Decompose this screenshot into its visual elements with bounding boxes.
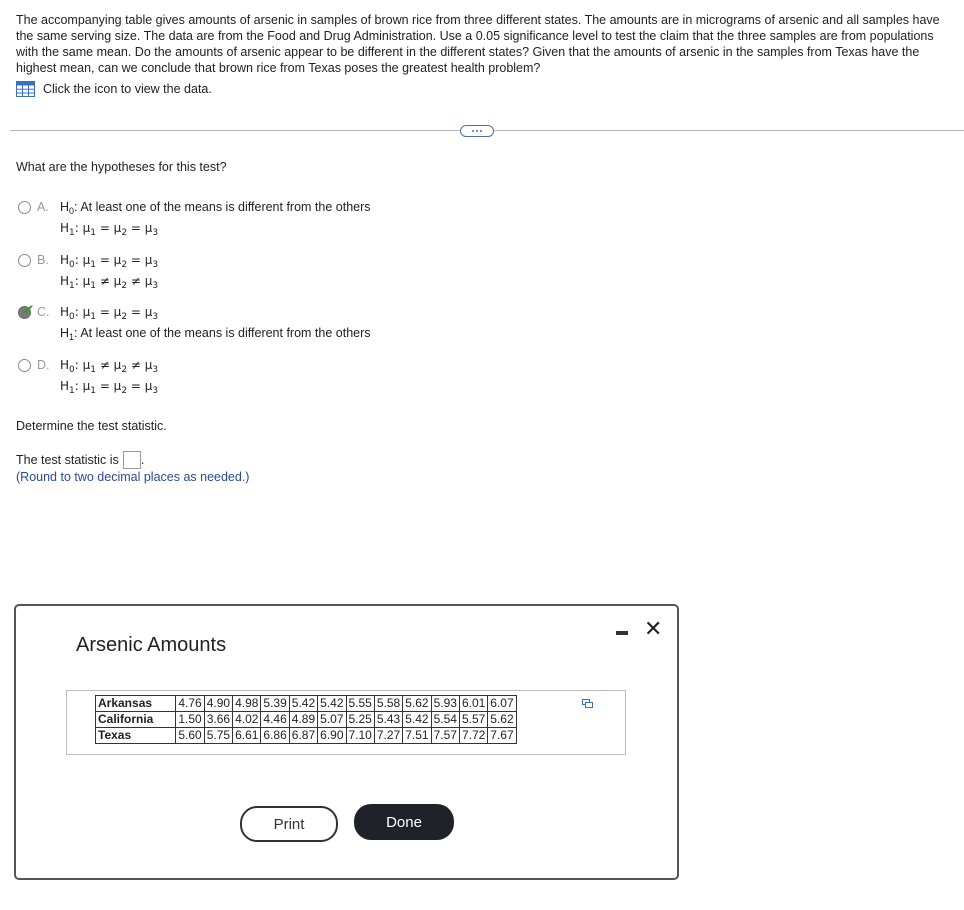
table-cell: 5.42	[318, 696, 346, 712]
problem-statement: The accompanying table gives amounts of arsenic in samples of brown rice from three different states. The amounts are in micrograms of arsenic and all samples have the same serving size. The data are from the Food and Drug Administration. Use a 0.05 significance level to test the claim that the three samples are from populations with the same mean. Do the amounts of arsenic appear to be different in the different states? Given that the amounts of arsenic in the samples from Texas have the highest mean, can we conclude that brown rice from Texas poses the greatest health problem?	[16, 13, 940, 75]
option-a-letter: A.	[37, 200, 49, 214]
table-cell: 4.90	[204, 696, 232, 712]
option-d-h1: $H_1$: $\mu_1 = \mu_2 = \mu_3$	[60, 379, 159, 396]
table-cell: 4.76	[176, 696, 204, 712]
done-button[interactable]: Done	[354, 804, 454, 840]
option-a-radio[interactable]	[18, 201, 31, 214]
table-cell: 4.02	[233, 712, 261, 728]
option-a-h1: $H_1$: $\mu_1 = \mu_2 = \mu_3$	[60, 221, 159, 238]
table-cell: 6.01	[459, 696, 487, 712]
table-cell: 5.58	[374, 696, 402, 712]
option-b-h0: $H_0$: $\mu_1 = \mu_2 = \mu_3$	[60, 253, 159, 270]
option-c-letter: C.	[37, 305, 50, 319]
table-cell: 5.43	[374, 712, 402, 728]
row-label: Arkansas	[96, 696, 176, 712]
table-cell: 5.39	[261, 696, 289, 712]
option-d-letter: D.	[37, 358, 50, 372]
arsenic-data-dialog	[14, 604, 679, 880]
period: .	[140, 453, 145, 467]
copy-data-icon[interactable]	[582, 699, 593, 708]
table-cell: 5.62	[403, 696, 431, 712]
table-cell: 5.55	[346, 696, 374, 712]
table-cell: 7.10	[346, 728, 374, 744]
table-cell: 5.25	[346, 712, 374, 728]
row-label: Texas	[96, 728, 176, 744]
table-cell: 7.72	[459, 728, 487, 744]
test-statistic-label: The test statistic is	[16, 453, 119, 467]
table-cell: 5.60	[176, 728, 204, 744]
table-cell: 6.90	[318, 728, 346, 744]
table-cell: 7.67	[488, 728, 516, 744]
table-cell: 4.98	[233, 696, 261, 712]
table-cell: 5.07	[318, 712, 346, 728]
option-a-h0: $H_0$: At least one of the means is different from the others	[60, 200, 371, 216]
table-cell: 5.42	[289, 696, 317, 712]
table-cell: 5.62	[488, 712, 516, 728]
option-b-letter: B.	[37, 253, 49, 267]
option-b-h1: $H_1$: $\mu_1 \ne \mu_2 \ne \mu_3$	[60, 274, 159, 291]
table-cell: 3.66	[204, 712, 232, 728]
table-cell: 5.93	[431, 696, 459, 712]
view-data-link[interactable]	[16, 81, 212, 97]
close-icon[interactable]: ✕	[644, 617, 663, 642]
table-row	[96, 728, 517, 744]
rounding-note: (Round to two decimal places as needed.)	[16, 470, 250, 484]
checkmark-icon: ✔	[22, 301, 35, 319]
table-grid-icon[interactable]	[16, 81, 35, 97]
table-row	[96, 696, 517, 712]
question-text: What are the hypotheses for this test?	[16, 160, 227, 174]
view-data-label[interactable]: Click the icon to view the data.	[43, 82, 212, 96]
table-cell: 6.61	[233, 728, 261, 744]
table-row	[96, 712, 517, 728]
option-c-h0: $H_0$: $\mu_1 = \mu_2 = \mu_3$	[60, 305, 159, 322]
dialog-title: Arsenic Amounts	[76, 634, 227, 656]
table-cell: 4.46	[261, 712, 289, 728]
option-b-radio[interactable]	[18, 254, 31, 267]
table-cell: 7.51	[403, 728, 431, 744]
table-cell: 7.57	[431, 728, 459, 744]
table-cell: 7.27	[374, 728, 402, 744]
table-cell: 5.57	[459, 712, 487, 728]
determine-instruction: Determine the test statistic.	[16, 419, 167, 433]
row-label: California	[96, 712, 176, 728]
table-cell: 6.07	[488, 696, 516, 712]
test-statistic-input[interactable]	[123, 451, 141, 469]
table-cell: 6.86	[261, 728, 289, 744]
minimize-icon[interactable]	[616, 631, 628, 635]
print-button[interactable]: Print	[240, 806, 338, 842]
table-cell: 1.50	[176, 712, 204, 728]
option-c-h1: $H_1$: At least one of the means is different from the others	[60, 326, 371, 342]
arsenic-table	[95, 695, 517, 744]
expand-more-button[interactable]	[460, 125, 494, 137]
data-table-frame	[66, 690, 626, 755]
table-cell: 4.89	[289, 712, 317, 728]
table-cell: 6.87	[289, 728, 317, 744]
table-cell: 5.75	[204, 728, 232, 744]
option-d-h0: $H_0$: $\mu_1 \ne \mu_2 \ne \mu_3$	[60, 358, 159, 375]
option-d-radio[interactable]	[18, 359, 31, 372]
table-cell: 5.54	[431, 712, 459, 728]
test-statistic-row	[16, 451, 144, 469]
table-cell: 5.42	[403, 712, 431, 728]
